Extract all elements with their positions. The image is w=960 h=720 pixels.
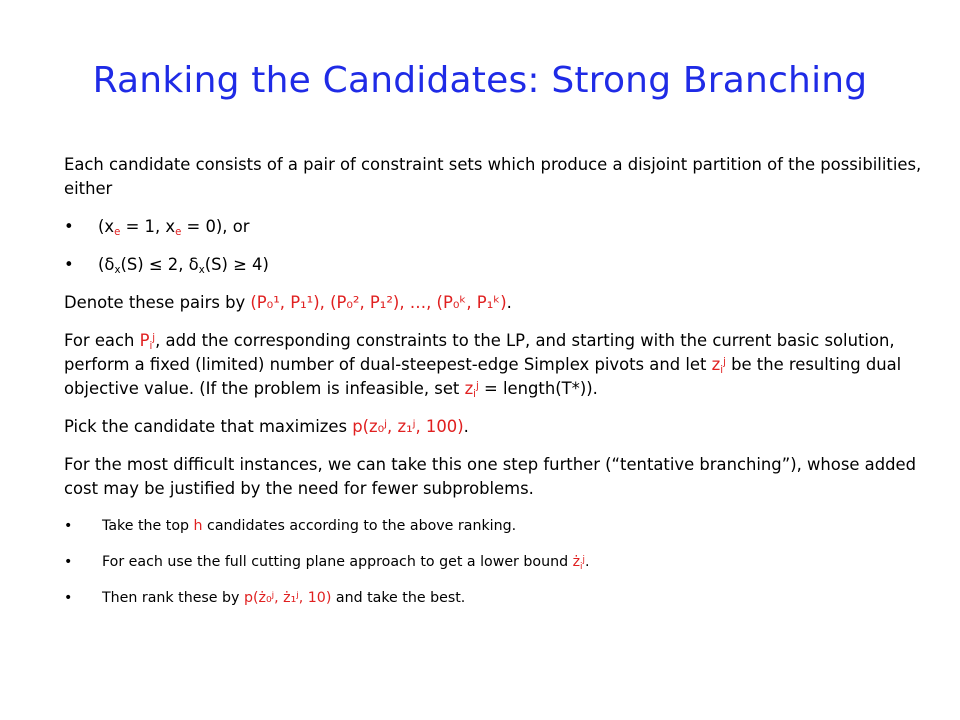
subscript: x [114, 265, 121, 277]
subscript: i [149, 341, 153, 353]
pick-expression: p(z₀ʲ, z₁ʲ, 100) [352, 417, 464, 436]
superscript: j [582, 554, 585, 565]
option-text: (δ [98, 255, 115, 274]
pick-lead: Pick the candidate that maximizes [64, 417, 353, 436]
sub-bullet-text: and take the best. [331, 590, 466, 606]
foreach-text: For each [64, 331, 140, 350]
foreach-text: be the resulting dual objective value. (If the problem is infeasible, set [64, 355, 902, 398]
subscript: i [720, 365, 724, 377]
bullet-dot: • [64, 217, 74, 236]
sub-bullet-text: Take the top [102, 518, 194, 534]
bullet-option-edge [64, 215, 924, 239]
z-symbol: z [711, 355, 721, 374]
bullet-dot: • [64, 554, 73, 570]
denote-lead: Denote these pairs by [64, 293, 251, 312]
foreach-paragraph [64, 329, 924, 401]
rank-expression: p(ż₀ʲ, ż₁ʲ, 10) [243, 590, 332, 606]
p-symbol: P [139, 331, 150, 350]
slide-title: Ranking the Candidates: Strong Branching [92, 60, 868, 101]
pairs-expression: (P₀¹, P₁¹), (P₀², P₁²), …, (P₀ᵏ, P₁ᵏ) [250, 293, 507, 312]
sub-bullet-text: candidates according to the above ranking. [202, 518, 517, 534]
intro-paragraph: Each candidate consists of a pair of constraint sets which produce a disjoint partition of the possibilities, either [64, 155, 922, 198]
subscript: x [198, 265, 205, 277]
sub-bullet-rank [64, 587, 924, 609]
denote-paragraph [64, 291, 924, 315]
sub-bullet-text: For each use the full cutting plane approach to get a lower bound [102, 554, 573, 570]
sub-bullet-cutting-plane [64, 551, 924, 573]
sub-bullet-text: Then rank these by [102, 590, 244, 606]
pick-paragraph [64, 415, 924, 439]
slide-body [64, 153, 924, 609]
superscript: j [476, 380, 479, 392]
bullet-option-cut [64, 253, 924, 277]
denote-end: . [506, 293, 512, 312]
subscript: i [473, 389, 476, 401]
subscript: i [580, 561, 583, 572]
option-text: (S) ≥ 4) [204, 255, 269, 274]
h-variable: h [193, 518, 203, 534]
option-text: (S) ≤ 2, δ [120, 255, 199, 274]
z-symbol: z [464, 379, 474, 398]
option-text: (x [98, 217, 115, 236]
sub-bullet-text: . [584, 554, 590, 570]
superscript: j [723, 356, 726, 368]
foreach-text: , add the corresponding constraints to the LP, and starting with the current basic solution, perform a fixed (limited) number of dual-steepest-edge Simplex pivots and let [64, 331, 895, 374]
difficult-paragraph: For the most difficult instances, we can take this one step further (“tentative branching”), whose added cost may be justified by the need for fewer subproblems. [64, 455, 917, 498]
option-text: = 0), or [181, 217, 250, 236]
foreach-text: = length(T*)). [478, 379, 598, 398]
pick-end: . [463, 417, 469, 436]
sub-bullet-top-h [64, 515, 924, 537]
bullet-dot: • [64, 518, 73, 534]
subscript: e [175, 227, 182, 239]
superscript: j [152, 332, 156, 344]
bullet-dot: • [64, 255, 74, 274]
bullet-dot: • [64, 590, 73, 606]
z-dot-symbol: ż [572, 554, 581, 570]
subscript: e [114, 227, 121, 239]
option-text: = 1, x [120, 217, 176, 236]
